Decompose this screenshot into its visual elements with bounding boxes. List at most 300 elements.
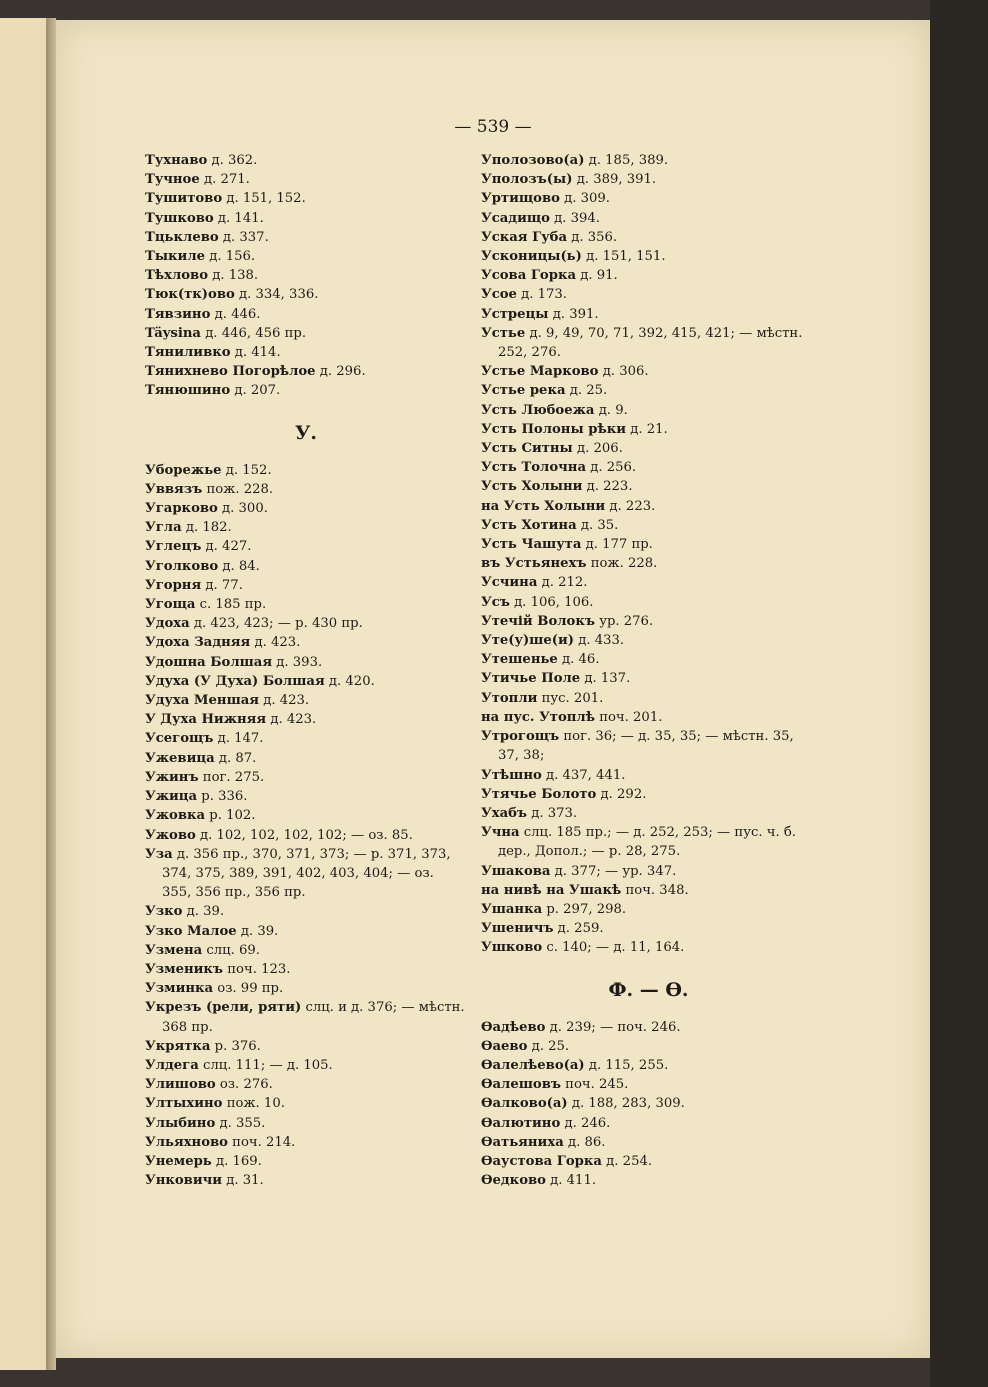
- index-entry: [481, 362, 816, 381]
- entry-reference: д. 91.: [580, 268, 618, 284]
- index-entry: [145, 1056, 467, 1075]
- book-cover-edge: [930, 0, 988, 1387]
- right-column: [481, 151, 816, 1190]
- page-number: — 539 —: [454, 117, 532, 137]
- index-entry: [145, 461, 467, 480]
- index-entry: [145, 710, 467, 729]
- index-entry: [481, 689, 816, 708]
- entry-reference: р. 376.: [214, 1038, 261, 1054]
- entry-name: Устье река: [481, 383, 566, 399]
- index-entry: [481, 1056, 816, 1075]
- entry-name: Тюк(тк)ово: [145, 287, 235, 303]
- entry-reference: д. 223.: [586, 479, 633, 495]
- entry-name: Утячье Болото: [481, 786, 597, 802]
- entry-reference: д. 373.: [531, 805, 578, 821]
- entry-reference: д. 389, 391.: [576, 172, 657, 188]
- index-entry: [145, 285, 467, 304]
- index-entry: [481, 804, 816, 823]
- index-entry: [145, 1133, 467, 1152]
- letter-heading-f-fita: Ф. — Ѳ.: [608, 978, 689, 1001]
- index-entry: [481, 381, 816, 400]
- entry-name: Ѳаустова Горка: [481, 1153, 602, 1169]
- entry-reference: слц. 111; — д. 105.: [203, 1057, 333, 1073]
- entry-reference: д. 356 пр., 370, 371, 373; — р. 371, 373, 374, 375, 389, 391, 402, 403, 404; — оз. 355, 356 пр., 356 пр.: [162, 846, 451, 901]
- index-entry: [145, 768, 467, 787]
- entry-name: Улдега: [145, 1057, 199, 1073]
- index-entry: [145, 228, 467, 247]
- entry-reference: поч. 201.: [599, 709, 663, 725]
- index-entry: [145, 480, 467, 499]
- entry-name: Удоха Задняя: [145, 635, 251, 651]
- index-entry: [145, 729, 467, 748]
- index-entry: [145, 324, 467, 343]
- entry-name: Узмена: [145, 942, 203, 958]
- entry-name: Ѳаево: [481, 1038, 528, 1054]
- entry-name: Улыбино: [145, 1115, 216, 1131]
- entry-name: Уголково: [145, 558, 219, 574]
- entry-reference: р. 102.: [209, 808, 256, 824]
- index-entry: [145, 170, 467, 189]
- entry-name: Усть Любоежа: [481, 402, 595, 418]
- entry-name: Ужинъ: [145, 769, 199, 785]
- index-entry: [481, 305, 816, 324]
- entry-reference: д. 21.: [630, 421, 668, 437]
- entry-name: Тяниливко: [145, 345, 231, 361]
- entry-reference: д. 414.: [234, 345, 281, 361]
- entry-name: Устрецы: [481, 306, 549, 322]
- index-entry: [145, 902, 467, 921]
- entry-reference: д. 169.: [215, 1153, 262, 1169]
- index-entry: [145, 151, 467, 170]
- entry-name: Уполозъ(ы): [481, 172, 573, 188]
- entry-name: Ѳатьяниха: [481, 1134, 564, 1150]
- entry-reference: д. 102, 102, 102, 102; — оз. 85.: [199, 827, 413, 843]
- entry-name: Усть Холыни: [481, 479, 583, 495]
- entry-name: Ултыхино: [145, 1096, 223, 1112]
- index-entry: [145, 537, 467, 556]
- entry-name: Узко: [145, 904, 183, 920]
- entry-name: Уская Губа: [481, 229, 568, 245]
- entry-reference: оз. 99 пр.: [217, 981, 284, 997]
- entry-name: Ѳедково: [481, 1173, 546, 1189]
- entry-name: Угла: [145, 520, 182, 536]
- index-entry: [145, 691, 467, 710]
- index-entry: [481, 785, 816, 804]
- entry-reference: с. 185 пр.: [199, 597, 267, 613]
- entry-reference: д. 35.: [580, 517, 619, 533]
- index-entry: [145, 1152, 467, 1171]
- index-entry: [145, 806, 467, 825]
- left-column: [145, 151, 467, 1190]
- entry-name: Усконицы(ь): [481, 249, 582, 265]
- entry-name: Улишово: [145, 1077, 216, 1093]
- index-entry: [481, 862, 816, 881]
- entry-reference: д. 207.: [234, 383, 281, 399]
- index-entry: [145, 1094, 467, 1113]
- index-entry: [145, 189, 467, 208]
- entry-name: Утѣшно: [481, 767, 542, 783]
- index-entry: [481, 285, 816, 304]
- entry-reference: р. 297, 298.: [546, 901, 627, 917]
- entry-name: Тушково: [145, 210, 214, 226]
- entry-reference: д. 394.: [554, 210, 600, 226]
- index-entry: [481, 727, 816, 765]
- entry-name: Усадищо: [481, 210, 550, 226]
- entry-name: Усчина: [481, 575, 538, 591]
- entry-reference: д. 9, 49, 70, 71, 392, 415, 421; — мѣстн. 252, 276.: [498, 325, 803, 361]
- entry-name: Ѳалютино: [481, 1115, 561, 1131]
- entry-name: Удошна Болшая: [145, 654, 273, 670]
- entry-reference: слц. 185 пр.; — д. 252, 253; — пус. ч. б. дер., Допол.; — р. 28, 275.: [498, 825, 796, 860]
- entry-reference: д. 25.: [531, 1038, 570, 1054]
- index-entry: [481, 516, 816, 535]
- entry-reference: д. 86.: [567, 1134, 606, 1150]
- entry-reference: пус. 201.: [541, 690, 604, 706]
- index-entry: [145, 381, 467, 400]
- entry-reference: д. 427.: [205, 539, 252, 555]
- index-entry: [481, 477, 816, 496]
- entry-name: Усть Ситны: [481, 441, 573, 457]
- entry-name: Тыкиле: [145, 249, 206, 265]
- entry-reference: д. 188, 283, 309.: [571, 1096, 685, 1112]
- entry-reference: д. 296.: [319, 364, 366, 380]
- entry-name: Ужово: [145, 827, 196, 843]
- entry-name: на пус. Утоплѣ: [481, 709, 595, 725]
- index-entry: [481, 1171, 816, 1190]
- entry-reference: д. 423.: [270, 712, 317, 728]
- entry-name: Ужица: [145, 789, 198, 805]
- entry-name: Утечій Волокъ: [481, 613, 595, 629]
- index-entry: [481, 554, 816, 573]
- entry-reference: д. 437, 441.: [545, 767, 626, 783]
- entry-name: Ушакова: [481, 863, 551, 879]
- entry-reference: д. 25.: [569, 383, 608, 399]
- entry-reference: д. 246.: [564, 1115, 611, 1131]
- entry-reference: д. 334, 336.: [239, 287, 319, 303]
- index-entry: [145, 1075, 467, 1094]
- entry-reference: д. 420.: [328, 673, 375, 689]
- index-entry: [481, 1094, 816, 1113]
- index-entry: [145, 1114, 467, 1133]
- index-entry: [481, 1037, 816, 1056]
- entry-reference: д. 173.: [521, 287, 567, 303]
- book-gutter: [46, 18, 56, 1370]
- index-entry: [481, 593, 816, 612]
- index-entry: [481, 458, 816, 477]
- index-entry: [481, 631, 816, 650]
- entry-reference: д. 185, 389.: [588, 153, 669, 168]
- entry-name: Тянюшино: [145, 383, 231, 399]
- index-entry: [481, 1075, 816, 1094]
- index-entry: [145, 633, 467, 652]
- entry-reference: д. 46.: [562, 652, 600, 668]
- index-entry: [481, 919, 816, 938]
- entry-name: Утрогощъ: [481, 729, 560, 745]
- entry-name: Усть Полоны рѣки: [481, 421, 627, 437]
- entry-reference: оз. 276.: [219, 1077, 273, 1093]
- entry-reference: д. 271.: [203, 172, 250, 188]
- entry-reference: д. 254.: [606, 1153, 653, 1169]
- entry-reference: слц. и д. 376; — мѣстн. 368 пр.: [162, 1000, 465, 1035]
- entry-name: Ушеничъ: [481, 921, 554, 937]
- entry-reference: д. 300.: [222, 501, 268, 517]
- book-page: [56, 20, 930, 1358]
- index-entry: [145, 845, 467, 903]
- entry-name: Уте(у)ше(и): [481, 633, 575, 649]
- entry-name: Утопли: [481, 690, 538, 706]
- entry-reference: д. 362.: [211, 153, 258, 168]
- entry-reference: поч. 123.: [227, 961, 291, 977]
- entry-reference: д. 411.: [550, 1173, 597, 1189]
- entry-reference: д. 337.: [222, 229, 269, 245]
- entry-name: Удуха (У Духа) Болшая: [145, 673, 325, 689]
- entry-reference: д. 151, 151.: [586, 249, 666, 265]
- entry-reference: д. 446, 456 пр.: [205, 325, 307, 341]
- entry-name: Ѳалково(а): [481, 1096, 568, 1112]
- entry-reference: д. 137.: [584, 671, 631, 687]
- index-entry: [145, 960, 467, 979]
- entry-name: Учна: [481, 825, 520, 841]
- index-entry: [145, 922, 467, 941]
- entry-reference: поч. 214.: [232, 1134, 296, 1150]
- entry-reference: д. 147.: [217, 731, 264, 747]
- entry-reference: д. 182.: [185, 520, 232, 536]
- entry-name: Унемерь: [145, 1153, 212, 1169]
- entry-name: Ѳадѣево: [481, 1019, 546, 1035]
- entry-name: Ушково: [481, 940, 543, 956]
- entry-name: Узко Малое: [145, 923, 237, 939]
- entry-reference: д. 309.: [564, 191, 610, 207]
- entry-reference: пож. 228.: [590, 556, 658, 572]
- entry-name: Усъ: [481, 594, 510, 610]
- entry-name: Усть Толочна: [481, 460, 586, 476]
- letter-heading-u: У.: [294, 421, 318, 444]
- index-entry: [145, 749, 467, 768]
- left-top-entries: [145, 151, 467, 401]
- entry-reference: пог. 36; — д. 35, 35; — мѣстн. 35, 37, 38;: [498, 729, 794, 764]
- index-entry: [145, 499, 467, 518]
- index-entry: [481, 650, 816, 669]
- entry-reference: д. 292.: [600, 786, 647, 802]
- entry-name: на нивѣ на Ушакѣ: [481, 882, 622, 898]
- left-main-entries: [145, 461, 467, 1191]
- index-entry: [145, 557, 467, 576]
- index-entry: [145, 209, 467, 228]
- entry-reference: д. 446.: [214, 306, 261, 322]
- entry-name: Ѳалешовъ: [481, 1077, 561, 1093]
- entry-name: Усть Чашута: [481, 537, 582, 553]
- index-entry: [481, 881, 816, 900]
- entry-reference: д. 393.: [276, 654, 323, 670]
- entry-name: Уборежье: [145, 462, 222, 478]
- entry-name: Ушанка: [481, 901, 543, 917]
- index-entry: [145, 266, 467, 285]
- entry-name: Укрятка: [145, 1038, 211, 1054]
- index-entry: [145, 826, 467, 845]
- index-entry: [481, 1018, 816, 1037]
- entry-name: Усова Горка: [481, 268, 577, 284]
- entry-reference: д. 377; — ур. 347.: [554, 863, 677, 879]
- entry-reference: пож. 228.: [206, 481, 274, 497]
- entry-name: въ Устьянехъ: [481, 556, 587, 572]
- entry-name: Устье Марково: [481, 364, 599, 380]
- index-entry: [481, 151, 816, 170]
- entry-name: Углецъ: [145, 539, 202, 555]
- entry-name: Ухабъ: [481, 805, 528, 821]
- index-entry: [481, 439, 816, 458]
- entry-reference: д. 115, 255.: [588, 1057, 669, 1073]
- entry-name: Тцьклево: [145, 229, 219, 245]
- index-entry: [481, 823, 816, 861]
- entry-reference: д. 39.: [186, 904, 225, 920]
- entry-reference: слц. 69.: [206, 942, 260, 958]
- index-entry: [145, 998, 467, 1036]
- index-entry: [481, 766, 816, 785]
- entry-name: Унковичи: [145, 1173, 223, 1189]
- entry-reference: д. 356.: [571, 229, 618, 245]
- index-entry: [481, 247, 816, 266]
- entry-name: Узминка: [145, 981, 214, 997]
- index-entry: [481, 1133, 816, 1152]
- entry-reference: пож. 10.: [226, 1096, 285, 1112]
- entry-name: Утичье Поле: [481, 671, 581, 687]
- entry-reference: д. 151, 152.: [226, 191, 306, 207]
- index-entry: [145, 576, 467, 595]
- entry-name: Устье: [481, 325, 526, 341]
- entry-name: Ѳалелѣево(а): [481, 1057, 585, 1073]
- entry-name: Угоща: [145, 597, 196, 613]
- entry-reference: пог. 275.: [202, 769, 265, 785]
- entry-name: Уполозово(а): [481, 153, 585, 168]
- entry-name: Укрезъ (рели, ряти): [145, 1000, 302, 1016]
- index-entry: [481, 401, 816, 420]
- index-entry: [145, 979, 467, 998]
- entry-name: Усегощъ: [145, 731, 214, 747]
- entry-reference: д. 259.: [557, 921, 604, 937]
- entry-name: Уза: [145, 846, 173, 862]
- entry-name: Усое: [481, 287, 517, 303]
- entry-reference: д. 239; — поч. 246.: [549, 1019, 681, 1035]
- index-entry: [145, 1037, 467, 1056]
- index-entry: [481, 938, 816, 957]
- entry-reference: д. 223.: [609, 498, 656, 514]
- entry-reference: д. 84.: [222, 558, 260, 574]
- entry-name: Тѣхлово: [145, 268, 209, 284]
- index-entry: [481, 324, 816, 362]
- entry-reference: д. 141.: [217, 210, 264, 226]
- entry-reference: д. 206.: [576, 441, 623, 457]
- entry-reference: р. 336.: [201, 789, 248, 805]
- index-entry: [145, 518, 467, 537]
- index-entry: [481, 266, 816, 285]
- index-entry: [481, 170, 816, 189]
- index-entry: [145, 1171, 467, 1190]
- entry-reference: д. 31.: [226, 1173, 264, 1189]
- index-entry: [145, 343, 467, 362]
- entry-name: Ужевица: [145, 750, 215, 766]
- entry-reference: д. 156.: [209, 249, 256, 265]
- index-entry: [481, 209, 816, 228]
- entry-reference: поч. 348.: [625, 882, 689, 898]
- index-entry: [145, 653, 467, 672]
- entry-reference: д. 355.: [219, 1115, 266, 1131]
- index-entry: [145, 672, 467, 691]
- entry-name: на Усть Холыни: [481, 498, 606, 514]
- entry-name: Ульяхново: [145, 1134, 228, 1150]
- entry-name: Угарково: [145, 501, 218, 517]
- entry-name: Тухнаво: [145, 153, 208, 168]
- entry-reference: ур. 276.: [599, 613, 654, 629]
- index-entry: [481, 669, 816, 688]
- entry-reference: д. 391.: [552, 306, 599, 322]
- index-entry: [145, 595, 467, 614]
- entry-reference: д. 39.: [240, 923, 279, 939]
- index-entry: [481, 535, 816, 554]
- index-entry: [481, 189, 816, 208]
- index-entry: [481, 1114, 816, 1133]
- entry-reference: д. 433.: [578, 633, 625, 649]
- entry-reference: д. 212.: [541, 575, 588, 591]
- entry-reference: д. 423.: [254, 635, 301, 651]
- index-entry: [145, 362, 467, 381]
- entry-reference: д. 87.: [218, 750, 257, 766]
- index-entry: [145, 614, 467, 633]
- entry-reference: д. 256.: [590, 460, 637, 476]
- entry-name: Ужовка: [145, 808, 206, 824]
- entry-name: Удоха: [145, 616, 190, 632]
- index-entry: [145, 941, 467, 960]
- entry-reference: д. 306.: [602, 364, 649, 380]
- entry-name: Тушитово: [145, 191, 223, 207]
- index-entry: [481, 420, 816, 439]
- entry-reference: д. 423, 423; — р. 430 пр.: [193, 616, 363, 632]
- index-entry: [145, 247, 467, 266]
- right-top-entries: [481, 151, 816, 958]
- right-bottom-entries: [481, 1018, 816, 1191]
- entry-reference: с. 140; — д. 11, 164.: [546, 940, 685, 956]
- entry-name: Тянихнево Погорѣлое: [145, 364, 316, 380]
- entry-name: Täysina: [145, 325, 201, 341]
- index-entry: [481, 497, 816, 516]
- entry-name: Усть Хотина: [481, 517, 577, 533]
- entry-reference: д. 9.: [598, 402, 628, 418]
- entry-name: Удуха Меншая: [145, 693, 260, 709]
- entry-name: Тявзино: [145, 306, 211, 322]
- entry-reference: д. 177 пр.: [585, 537, 653, 553]
- index-entry: [481, 612, 816, 631]
- index-entry: [145, 305, 467, 324]
- index-entry: [481, 228, 816, 247]
- entry-reference: д. 138.: [212, 268, 259, 284]
- entry-reference: поч. 245.: [565, 1077, 629, 1093]
- index-entry: [481, 708, 816, 727]
- entry-reference: д. 423.: [263, 693, 310, 709]
- entry-name: У Духа Нижняя: [145, 712, 267, 728]
- index-entry: [481, 573, 816, 592]
- entry-name: Угорня: [145, 577, 202, 593]
- entry-name: Тучное: [145, 172, 200, 188]
- entry-reference: д. 77.: [205, 577, 243, 593]
- entry-name: Утешенье: [481, 652, 558, 668]
- entry-name: Уввязъ: [145, 481, 203, 497]
- entry-name: Узменикъ: [145, 961, 224, 977]
- left-page-edge: [0, 18, 49, 1370]
- index-entry: [481, 900, 816, 919]
- entry-reference: д. 152.: [225, 462, 272, 478]
- index-entry: [481, 1152, 816, 1171]
- entry-name: Уртищово: [481, 191, 560, 207]
- entry-reference: д. 106, 106.: [514, 594, 594, 610]
